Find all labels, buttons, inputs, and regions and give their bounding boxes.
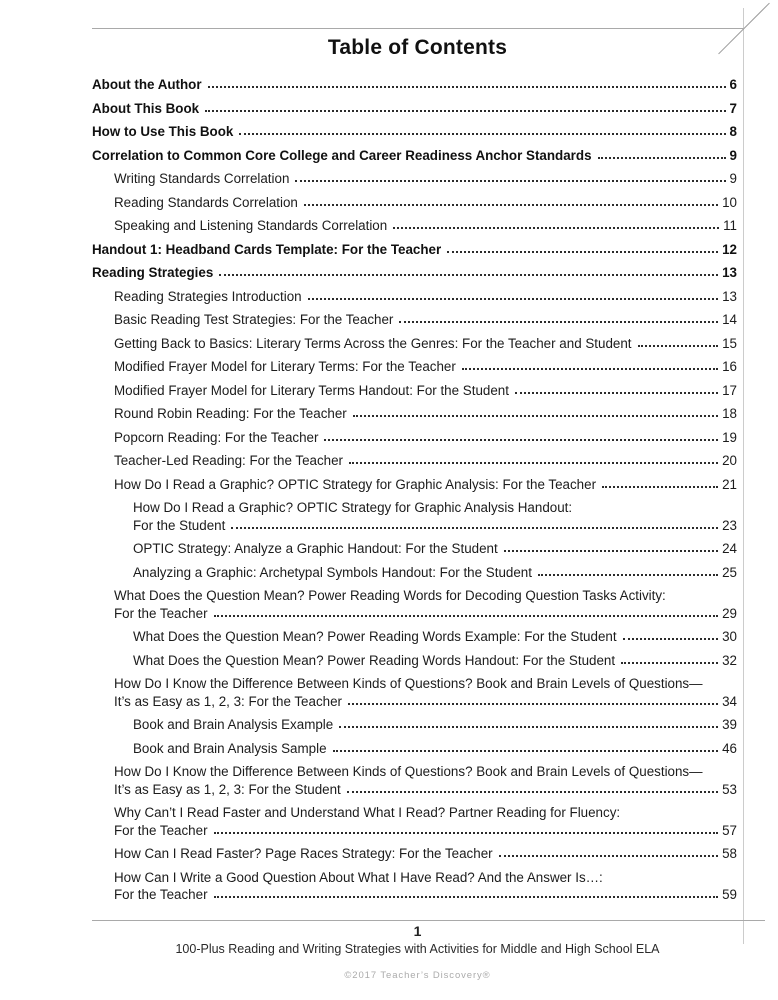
dot-leader bbox=[515, 392, 718, 394]
dot-leader bbox=[214, 615, 719, 617]
toc-entry-line bbox=[114, 845, 737, 863]
toc-entry-page-number: 7 bbox=[729, 100, 737, 116]
toc-entry bbox=[92, 652, 737, 670]
toc-entry-page-number: 25 bbox=[722, 564, 737, 580]
toc-entry-first-line: How Do I Know the Difference Between Kinds of Questions? Book and Brain Levels of Questions— bbox=[114, 764, 703, 779]
toc-entry-line bbox=[114, 476, 737, 494]
toc-entry bbox=[92, 628, 737, 646]
dot-leader bbox=[304, 204, 718, 206]
toc-entry-page-number: 18 bbox=[722, 406, 737, 421]
toc-entry-line bbox=[114, 288, 737, 306]
toc-entry bbox=[92, 499, 737, 534]
dot-leader bbox=[393, 227, 719, 229]
toc-entry-page-number: 12 bbox=[722, 241, 737, 257]
toc-entry-page-number: 20 bbox=[722, 453, 737, 468]
toc-entry-page-number: 30 bbox=[722, 629, 737, 644]
toc-entry-line bbox=[133, 740, 737, 758]
top-rule bbox=[92, 28, 743, 29]
toc-entry bbox=[92, 405, 737, 423]
toc-entry-label: For the Student bbox=[133, 517, 226, 533]
dot-leader bbox=[349, 462, 718, 464]
toc-entry-page-number: 24 bbox=[722, 541, 737, 556]
dot-leader bbox=[447, 251, 718, 253]
toc-entry-page-number: 32 bbox=[722, 652, 737, 668]
toc-entry-label: Reading Strategies Introduction bbox=[114, 288, 302, 304]
dot-leader bbox=[602, 486, 718, 488]
toc-entry-line bbox=[114, 170, 737, 188]
toc-entry bbox=[92, 804, 737, 839]
toc-entry-line bbox=[92, 123, 737, 141]
toc-entry-page-number: 17 bbox=[722, 382, 737, 398]
toc-entry-label: Basic Reading Test Strategies: For the Teacher bbox=[114, 312, 394, 327]
toc-entry bbox=[92, 716, 737, 734]
toc-entry-page-number: 9 bbox=[729, 171, 737, 186]
toc-entry bbox=[92, 675, 737, 710]
toc-entry-label: About the Author bbox=[92, 77, 202, 92]
toc-entry bbox=[92, 264, 737, 282]
footer-page-number: 1 bbox=[413, 923, 422, 939]
dot-leader bbox=[208, 86, 726, 88]
toc-entry-line bbox=[114, 429, 737, 447]
toc-entry-label: What Does the Question Mean? Power Reading Words Example: For the Student bbox=[133, 629, 617, 644]
dot-leader bbox=[214, 896, 719, 898]
toc-entry bbox=[92, 587, 737, 622]
toc-entry-line bbox=[114, 194, 737, 212]
toc-entry bbox=[92, 311, 737, 329]
toc-entry-page-number: 29 bbox=[722, 605, 737, 621]
toc-entry-page-number: 53 bbox=[722, 781, 737, 797]
toc-entry-label: How Do I Read a Graphic? OPTIC Strategy for Graphic Analysis: For the Teacher bbox=[114, 476, 597, 492]
toc-entry-label: About This Book bbox=[92, 100, 200, 116]
toc-entry-label: Modified Frayer Model for Literary Terms Handout: For the Student bbox=[114, 382, 509, 398]
dot-leader bbox=[399, 321, 718, 323]
toc-entry-line bbox=[133, 628, 737, 646]
toc-entry-page-number: 46 bbox=[722, 740, 737, 756]
toc-entry-label: It’s as Easy as 1, 2, 3: For the Teacher bbox=[114, 693, 343, 709]
toc-entry-page-number: 9 bbox=[729, 147, 737, 163]
toc-entry-line bbox=[114, 886, 737, 904]
toc-entry-label: Round Robin Reading: For the Teacher bbox=[114, 406, 347, 421]
dot-leader bbox=[333, 750, 719, 752]
toc-entry-line bbox=[114, 217, 737, 235]
dot-leader bbox=[324, 439, 718, 441]
dot-leader bbox=[214, 832, 719, 834]
dot-leader bbox=[347, 791, 718, 793]
toc-entry-line bbox=[114, 822, 737, 840]
toc-entry-line bbox=[114, 693, 737, 711]
toc-entry bbox=[92, 358, 737, 376]
toc-entry-label: Reading Standards Correlation bbox=[114, 194, 298, 210]
toc-entry-label: Popcorn Reading: For the Teacher bbox=[114, 429, 319, 445]
toc-entry bbox=[92, 740, 737, 758]
toc-entry bbox=[92, 335, 737, 353]
toc-entry-line bbox=[133, 517, 737, 535]
toc-entry bbox=[92, 540, 737, 558]
footer-copyright: ©2017 Teacher’s Discovery® bbox=[344, 970, 491, 981]
toc-entry bbox=[92, 170, 737, 188]
toc-entry-label: Handout 1: Headband Cards Template: For the Teacher bbox=[92, 241, 442, 257]
toc-entry-line bbox=[92, 100, 737, 118]
toc-entry bbox=[92, 763, 737, 798]
toc-entry bbox=[92, 241, 737, 259]
toc-entry-page-number: 8 bbox=[729, 124, 737, 139]
page-title: Table of Contents bbox=[327, 36, 508, 59]
toc-entry-line bbox=[114, 605, 737, 623]
toc-entry bbox=[92, 382, 737, 400]
dot-leader bbox=[638, 345, 719, 347]
dot-leader bbox=[621, 662, 718, 664]
toc-entry-label: How to Use This Book bbox=[92, 124, 234, 139]
toc-entry-line bbox=[114, 405, 737, 423]
toc-entry-page-number: 59 bbox=[722, 887, 737, 902]
toc-entry-line bbox=[114, 358, 737, 376]
toc-entry-label: Analyzing a Graphic: Archetypal Symbols Handout: For the Student bbox=[133, 564, 532, 580]
toc-entry-page-number: 21 bbox=[722, 476, 737, 492]
toc-entry-label: Correlation to Common Core College and Career Readiness Anchor Standards bbox=[92, 147, 592, 163]
toc-entry-page-number: 57 bbox=[722, 822, 737, 838]
toc-entry-line bbox=[114, 781, 737, 799]
toc-entry-page-number: 13 bbox=[722, 288, 737, 304]
toc-entry-line bbox=[92, 76, 737, 94]
dot-leader bbox=[308, 298, 719, 300]
dot-leader bbox=[219, 274, 718, 276]
toc-entry bbox=[92, 217, 737, 235]
toc-entry-line bbox=[133, 540, 737, 558]
toc-entry-line bbox=[92, 264, 737, 282]
toc-entry-page-number: 19 bbox=[722, 429, 737, 445]
toc-entry-page-number: 6 bbox=[729, 77, 737, 92]
toc-entry-page-number: 14 bbox=[722, 312, 737, 327]
toc-entry-line bbox=[133, 564, 737, 582]
dot-leader bbox=[239, 133, 725, 135]
toc-entry-label: Teacher-Led Reading: For the Teacher bbox=[114, 453, 344, 468]
toc-list bbox=[92, 76, 737, 910]
toc-entry-page-number: 23 bbox=[722, 517, 737, 533]
toc-entry-first-line: Why Can’t I Read Faster and Understand What I Read? Partner Reading for Fluency: bbox=[114, 805, 621, 820]
footer-rule bbox=[92, 920, 765, 921]
dot-leader bbox=[462, 368, 718, 370]
toc-entry-label: Writing Standards Correlation bbox=[114, 171, 290, 186]
toc-entry-line bbox=[92, 241, 737, 259]
dot-leader bbox=[231, 527, 718, 529]
dot-leader bbox=[339, 726, 718, 728]
dot-leader bbox=[623, 638, 719, 640]
dot-leader bbox=[538, 574, 718, 576]
toc-entry-first-line: How Do I Read a Graphic? OPTIC Strategy for Graphic Analysis Handout: bbox=[133, 500, 573, 515]
dot-leader bbox=[348, 703, 718, 705]
toc-entry-label: Book and Brain Analysis Example bbox=[133, 717, 334, 732]
toc-entry-label: OPTIC Strategy: Analyze a Graphic Handout: For the Student bbox=[133, 541, 498, 556]
toc-entry bbox=[92, 288, 737, 306]
dot-leader bbox=[353, 415, 718, 417]
toc-entry bbox=[92, 564, 737, 582]
toc-entry-label: For the Teacher bbox=[114, 887, 208, 902]
toc-entry bbox=[92, 123, 737, 141]
dot-leader bbox=[295, 180, 725, 182]
toc-entry-line bbox=[114, 382, 737, 400]
dot-leader bbox=[205, 110, 725, 112]
toc-entry-page-number: 58 bbox=[722, 846, 737, 861]
toc-entry bbox=[92, 100, 737, 118]
toc-entry-line bbox=[92, 147, 737, 165]
toc-entry-label: Modified Frayer Model for Literary Terms: For the Teacher bbox=[114, 359, 456, 374]
toc-entry bbox=[92, 147, 737, 165]
toc-entry-line bbox=[133, 652, 737, 670]
toc-entry bbox=[92, 476, 737, 494]
toc-entry-label: Reading Strategies bbox=[92, 265, 214, 280]
toc-entry bbox=[92, 429, 737, 447]
toc-entry-page-number: 15 bbox=[722, 335, 737, 351]
toc-entry-page-number: 13 bbox=[722, 265, 737, 280]
toc-entry-first-line: How Can I Write a Good Question About What I Have Read? And the Answer Is…: bbox=[114, 869, 603, 885]
toc-entry-label: For the Teacher bbox=[114, 822, 208, 838]
toc-entry bbox=[92, 76, 737, 94]
footer-book-title: 100-Plus Reading and Writing Strategies with Activities for Middle and High School ELA bbox=[175, 942, 660, 956]
toc-entry bbox=[92, 194, 737, 212]
toc-entry-line bbox=[114, 452, 737, 470]
toc-entry bbox=[92, 845, 737, 863]
dot-leader bbox=[499, 855, 718, 857]
dot-leader bbox=[504, 550, 718, 552]
toc-entry-line bbox=[114, 335, 737, 353]
toc-entry-page-number: 11 bbox=[723, 218, 737, 233]
toc-entry-label: Book and Brain Analysis Sample bbox=[133, 740, 327, 756]
toc-entry-page-number: 39 bbox=[722, 717, 737, 732]
toc-entry-label: It’s as Easy as 1, 2, 3: For the Student bbox=[114, 781, 341, 797]
toc-entry-label: For the Teacher bbox=[114, 605, 208, 621]
dot-leader bbox=[598, 157, 726, 159]
toc-entry-label: Getting Back to Basics: Literary Terms Across the Genres: For the Teacher and Student bbox=[114, 335, 632, 351]
toc-entry-label: Speaking and Listening Standards Correlation bbox=[114, 218, 388, 233]
toc-entry-label: What Does the Question Mean? Power Reading Words Handout: For the Student bbox=[133, 652, 616, 668]
toc-entry-page-number: 16 bbox=[722, 359, 737, 374]
toc-entry bbox=[92, 452, 737, 470]
toc-entry-page-number: 34 bbox=[722, 693, 737, 709]
toc-entry-page-number: 10 bbox=[722, 194, 737, 210]
right-edge-rule bbox=[743, 8, 744, 944]
toc-entry bbox=[92, 869, 737, 904]
toc-entry-line bbox=[114, 311, 737, 329]
toc-entry-first-line: What Does the Question Mean? Power Reading Words for Decoding Question Tasks Activity: bbox=[114, 588, 666, 603]
toc-entry-line bbox=[133, 716, 737, 734]
toc-entry-label: How Can I Read Faster? Page Races Strategy: For the Teacher bbox=[114, 846, 493, 861]
toc-entry-first-line: How Do I Know the Difference Between Kinds of Questions? Book and Brain Levels of Questions— bbox=[114, 676, 703, 691]
